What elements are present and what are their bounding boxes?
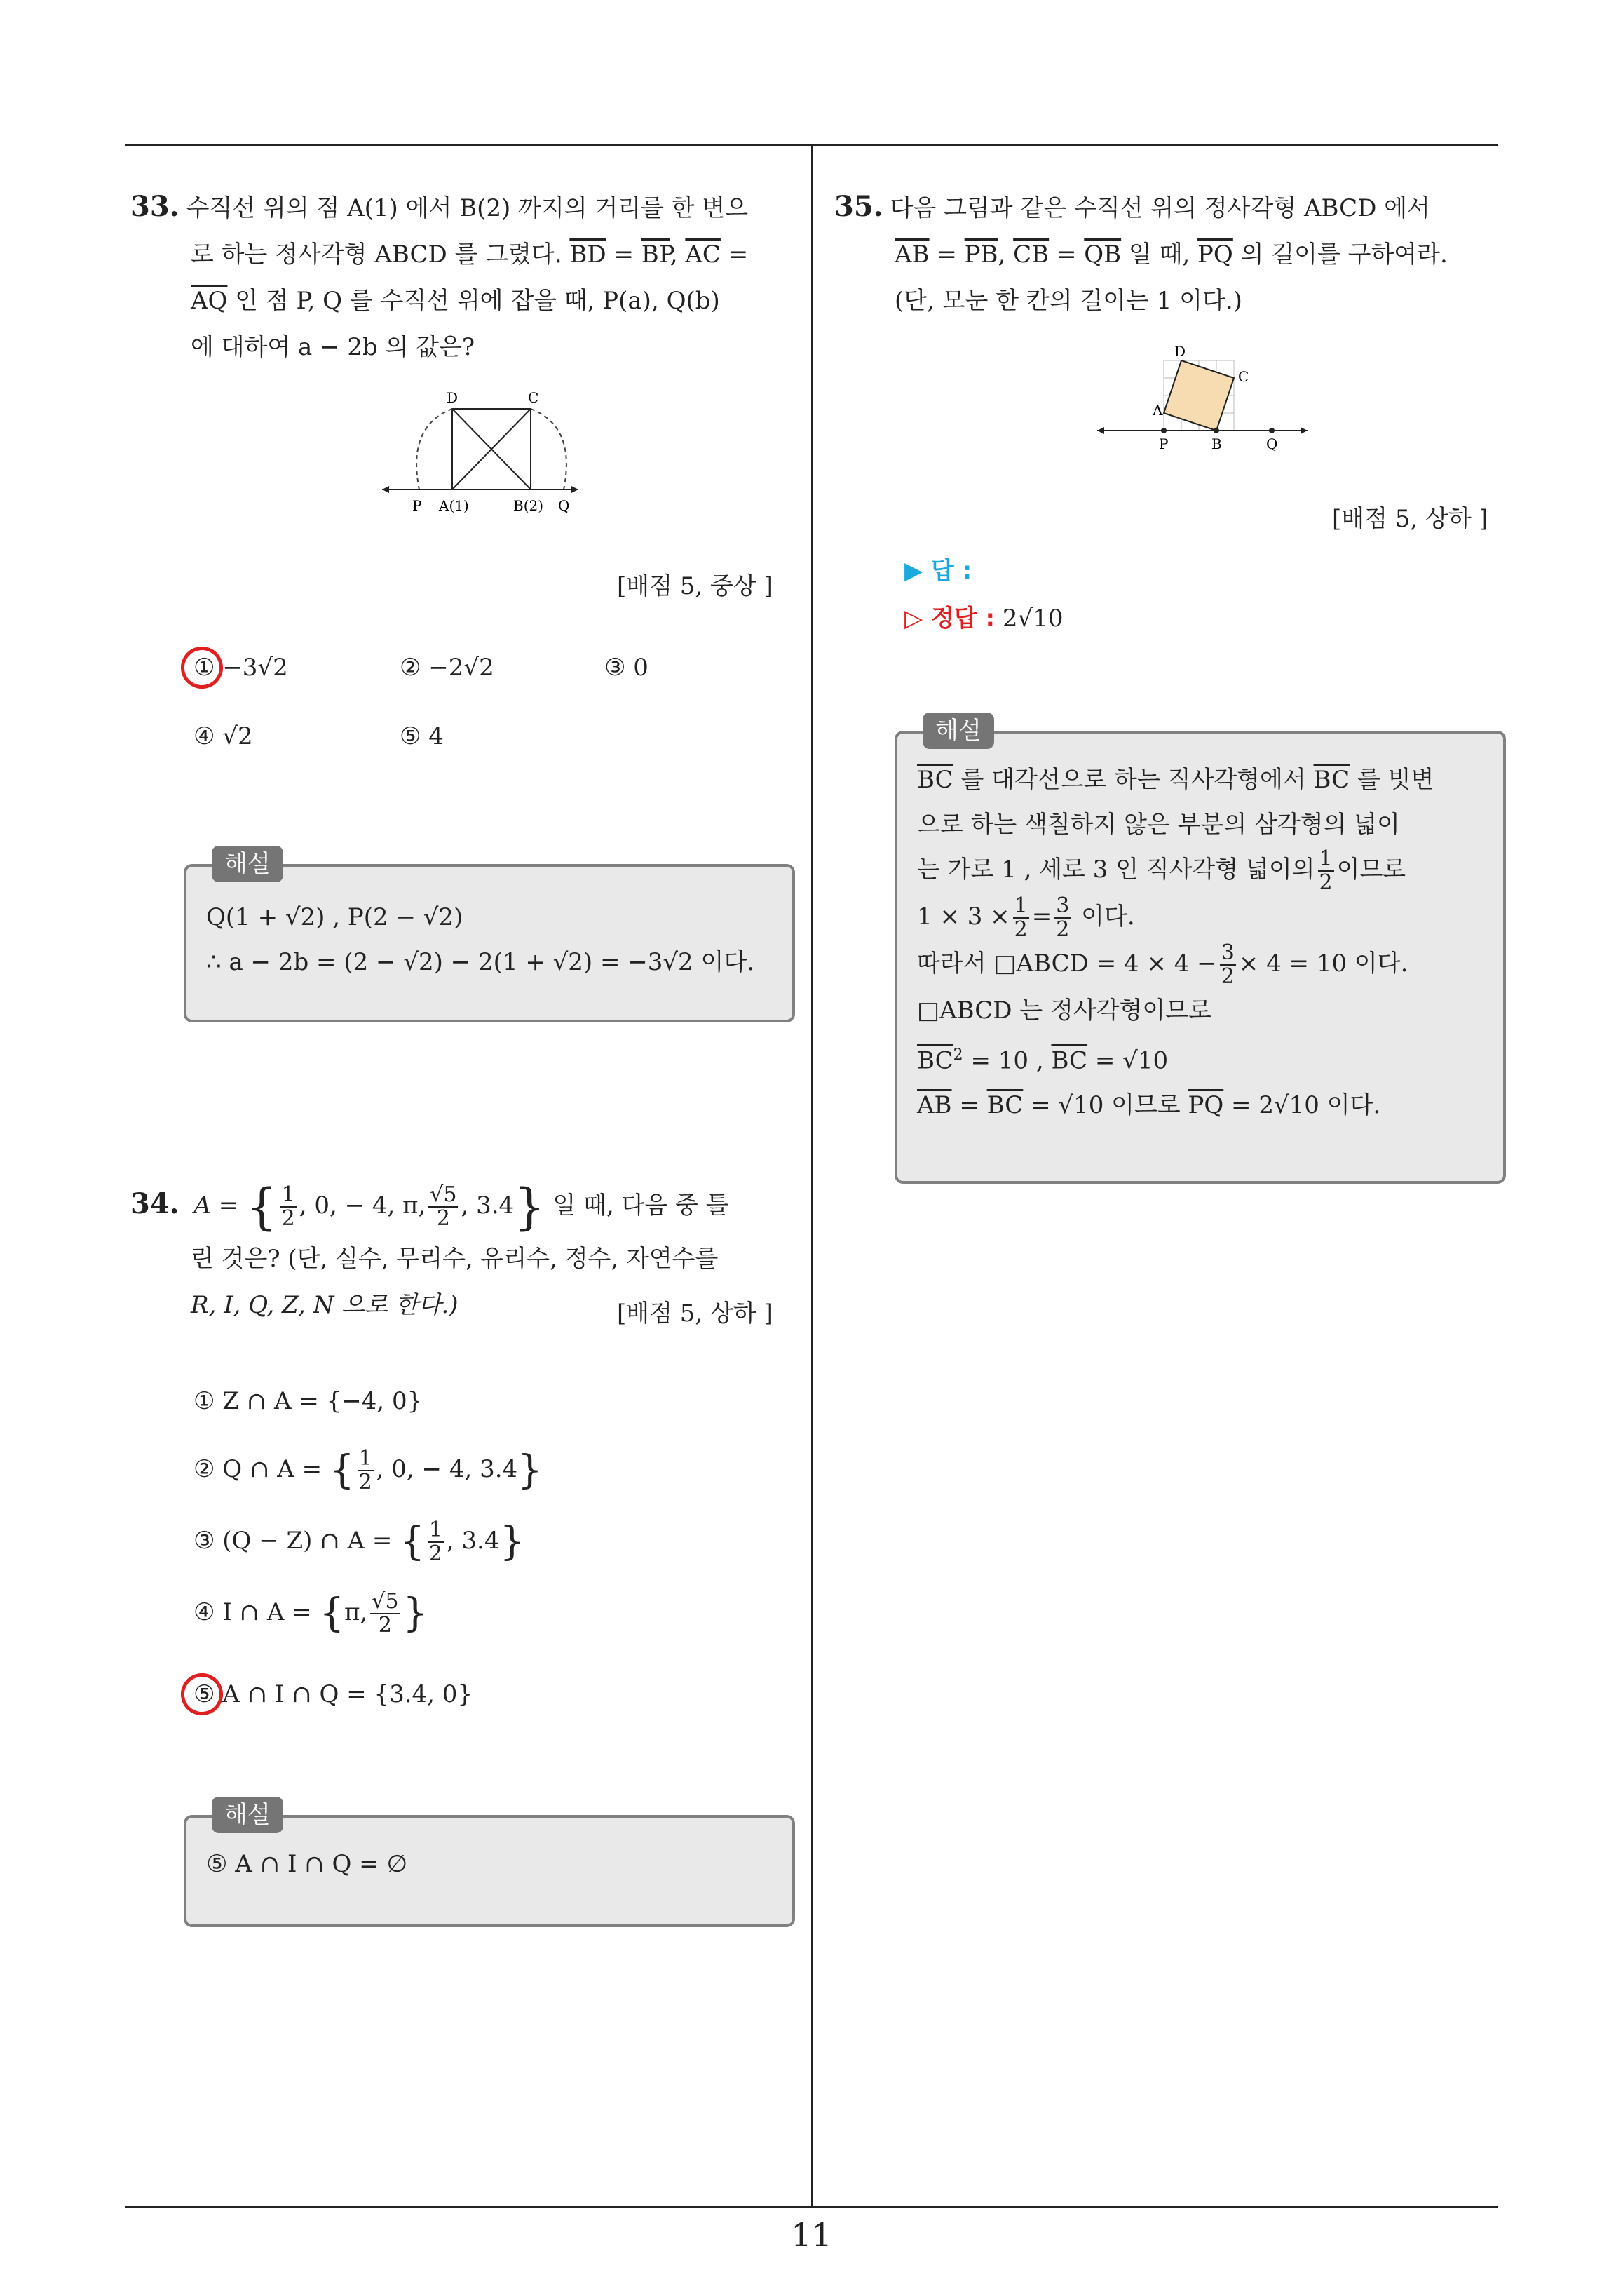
numerator: 3 [1221, 940, 1235, 965]
fraction [280, 1184, 297, 1230]
question-number: 35. [834, 190, 883, 223]
separator: , [998, 241, 1014, 269]
explanation-text: 이므로 [1336, 856, 1406, 884]
segment-ac: $\overline{AC}$ [685, 241, 721, 269]
choice-1[interactable]: ① Z ∩ A = {−4, 0} [193, 1387, 423, 1415]
segment-ab: $\overline{AB}$ [917, 1091, 952, 1120]
set-elements: , 0, − 4, π, [299, 1191, 426, 1220]
label-c: C [1238, 368, 1249, 385]
numerator: √5 [430, 1182, 457, 1207]
question-text: 일 때, [1121, 241, 1198, 269]
choice-4[interactable]: ④ √2 [193, 722, 253, 750]
fraction [358, 1447, 374, 1494]
explanation-text: = 10 , [963, 1046, 1052, 1075]
explanation-box-35 [895, 731, 1506, 1184]
label-d: D [447, 389, 459, 406]
brace-open: { [319, 1591, 345, 1636]
choice-text: , 3.4 [446, 1527, 500, 1555]
question-35 [834, 184, 1500, 324]
explanation-line: 으로 하는 색칠하지 않은 부분의 삼각형의 넓이 [917, 811, 1400, 839]
numerator: √5 [372, 1589, 399, 1614]
explanation-tag: 해설 [212, 846, 283, 882]
segment-aq: $\overline{AQ}$ [191, 287, 228, 315]
choice-2[interactable]: ② −2√2 [400, 654, 494, 682]
equals: = [929, 241, 965, 269]
set-a: A = [193, 1191, 239, 1220]
explanation-line: Q(1 + √2) , P(2 − √2) [206, 903, 463, 931]
denominator: 2 [1014, 917, 1028, 942]
question-33 [130, 184, 803, 370]
explanation-text: = √10 이므로 [1023, 1091, 1188, 1120]
explanation-text: 이다. [1073, 903, 1135, 931]
segment-pb: $\overline{PB}$ [964, 241, 998, 269]
equals: = [1049, 241, 1085, 269]
question-text: 의 길이를 구하여라. [1232, 241, 1448, 269]
page-number: 11 [791, 2216, 832, 2254]
choice-text: ④ I ∩ A = [193, 1598, 312, 1626]
arrow-right [571, 486, 578, 493]
label-p: P [412, 497, 422, 514]
arrow-left [382, 486, 389, 493]
label-a: A [1153, 402, 1163, 419]
segment-ab: $\overline{AB}$ [895, 241, 930, 269]
arc-aq [531, 409, 566, 489]
square-abcd [1164, 360, 1234, 431]
segment-bc: $\overline{BC}$ [1051, 1046, 1088, 1075]
set-elements: , 3.4 [461, 1191, 515, 1220]
denominator: 2 [378, 1613, 392, 1637]
equals: = [1031, 903, 1052, 931]
fraction [1054, 895, 1071, 941]
separator: , [670, 241, 686, 269]
answer-label: ▶ 답 : [904, 557, 972, 585]
question-number: 33. [130, 190, 179, 223]
label-b: B(2) [513, 497, 544, 514]
segment-bc: $\overline{BC}$ [1313, 766, 1350, 794]
explanation-line: □ABCD 는 정사각형이므로 [917, 997, 1211, 1025]
explanation-line: ⑤ A ∩ I ∩ Q = ∅ [206, 1850, 408, 1878]
equals: = [606, 241, 641, 269]
brace-open: { [400, 1519, 425, 1565]
question-text: 에 대하여 a − 2b 의 값은? [191, 333, 475, 361]
label-b: B [1211, 435, 1222, 452]
choice-5[interactable]: ⑤ 4 [400, 722, 444, 750]
correct-label: ▷ 정답 : [904, 605, 996, 633]
label-p: P [1159, 435, 1169, 452]
fraction [1220, 942, 1236, 988]
fraction [428, 1184, 458, 1230]
question-text: 수직선 위의 점 A(1) 에서 B(2) 까지의 거리를 한 변으 [186, 194, 749, 222]
brace-close: } [514, 1178, 545, 1236]
score-34: [배점 5, 상하 ] [617, 1299, 773, 1328]
question-number: 34. [130, 1187, 179, 1220]
label-a: A(1) [439, 497, 469, 514]
choice-text: , 0, − 4, 3.4 [376, 1455, 518, 1483]
numerator: 3 [1056, 893, 1070, 918]
denominator: 2 [1221, 964, 1235, 989]
segment-cb: $\overline{CB}$ [1013, 241, 1050, 269]
label-d: D [1174, 344, 1186, 360]
choice-5[interactable]: ⑤ A ∩ I ∩ Q = {3.4, 0} [193, 1680, 473, 1708]
question-text: 일 때, 다음 중 틀 [545, 1191, 729, 1220]
segment-pq: $\overline{PQ}$ [1188, 1091, 1224, 1120]
fraction [1013, 895, 1029, 941]
choice-3[interactable] [193, 1516, 524, 1565]
denominator: 2 [358, 1470, 372, 1494]
explanation-text: = 2√10 이다. [1223, 1091, 1381, 1120]
brace-open: { [329, 1447, 355, 1493]
choice-1[interactable]: ① −3√2 [193, 654, 288, 682]
question-text: 린 것은? (단, 실수, 무리수, 유리수, 정수, 자연수를 [191, 1245, 719, 1273]
arc-bp [416, 409, 452, 489]
question-text: 인 점 P, Q 를 수직선 위에 잡을 때, P(a), Q(b) [227, 287, 720, 315]
numerator: 1 [1319, 846, 1333, 871]
question-text: 로 하는 정사각형 ABCD 를 그렸다. [191, 241, 570, 269]
arrow-left [1097, 427, 1104, 434]
denominator: 2 [436, 1206, 450, 1231]
correct-answer [904, 599, 1063, 633]
question-text: R, I, Q, Z, N 으로 한다.) [191, 1291, 459, 1319]
arrow-right [1301, 427, 1308, 434]
explanation-text: 를 빗변 [1350, 766, 1434, 794]
brace-open: { [246, 1178, 278, 1236]
segment-qb: $\overline{QB}$ [1084, 241, 1122, 269]
figure-33 [379, 384, 582, 525]
bottom-rule [125, 2206, 1498, 2208]
score-35: [배점 5, 상하 ] [1332, 505, 1488, 533]
choice-2[interactable] [193, 1445, 543, 1494]
numerator: 1 [281, 1182, 295, 1207]
choice-text: ② Q ∩ A = [193, 1455, 322, 1483]
explanation-text: 를 대각선으로 하는 직사각형에서 [953, 766, 1314, 794]
numerator: 1 [1014, 893, 1028, 918]
explanation-text: 는 가로 1 , 세로 3 인 직사각형 넓이의 [917, 856, 1315, 884]
segment-pq: $\overline{PQ}$ [1197, 241, 1233, 269]
explanation-line: ∴ a − 2b = (2 − √2) − 2(1 + √2) = −3√2 이다. [206, 948, 754, 976]
column-divider [811, 144, 813, 2208]
brace-close: } [499, 1519, 525, 1565]
exponent: 2 [953, 1046, 963, 1064]
label-c: C [528, 389, 539, 406]
question-text: 다음 그림과 같은 수직선 위의 정사각형 ABCD 에서 [890, 194, 1430, 222]
denominator: 2 [1056, 917, 1070, 942]
segment-bc: $\overline{BC}$ [917, 1046, 953, 1075]
equals: = [720, 241, 749, 269]
fraction [428, 1519, 444, 1565]
choice-text: ③ (Q − Z) ∩ A = [193, 1527, 393, 1555]
label-q: Q [1266, 435, 1278, 452]
numerator: 1 [428, 1518, 442, 1542]
denominator: 2 [1319, 870, 1333, 895]
score-33: [배점 5, 중상 ] [617, 572, 773, 600]
explanation-box-33 [184, 864, 795, 1022]
segment-bp: $\overline{BP}$ [641, 241, 670, 269]
point-q [1269, 428, 1275, 433]
question-text: (단, 모눈 한 칸의 길이는 1 이다.) [895, 287, 1242, 315]
numerator: 1 [358, 1446, 372, 1471]
fraction [370, 1591, 400, 1637]
explanation-text: = √10 [1087, 1046, 1169, 1075]
choice-4[interactable] [193, 1588, 428, 1637]
segment-bc: $\overline{BC}$ [986, 1091, 1024, 1120]
choice-text: π, [344, 1598, 368, 1626]
explanation-tag: 해설 [212, 1797, 283, 1833]
fraction [1318, 848, 1334, 894]
explanation-tag: 해설 [923, 713, 994, 749]
equals: = [951, 1091, 987, 1120]
point-b [1214, 428, 1219, 433]
explanation-text: 1 × 3 × [917, 903, 1010, 931]
choice-3[interactable]: ③ 0 [604, 654, 648, 682]
brace-close: } [517, 1447, 543, 1493]
explanation-text: × 4 = 10 이다. [1238, 950, 1408, 978]
segment-bd: $\overline{BD}$ [569, 241, 606, 269]
denominator: 2 [281, 1206, 295, 1231]
point-p [1161, 428, 1167, 433]
denominator: 2 [428, 1541, 442, 1566]
figure-35 [1094, 344, 1311, 456]
brace-close: } [402, 1591, 428, 1636]
segment-bc: $\overline{BC}$ [917, 766, 953, 794]
explanation-text: 따라서 □ABCD = 4 × 4 − [917, 950, 1217, 978]
label-q: Q [558, 497, 570, 514]
correct-value: 2√10 [1002, 605, 1064, 633]
